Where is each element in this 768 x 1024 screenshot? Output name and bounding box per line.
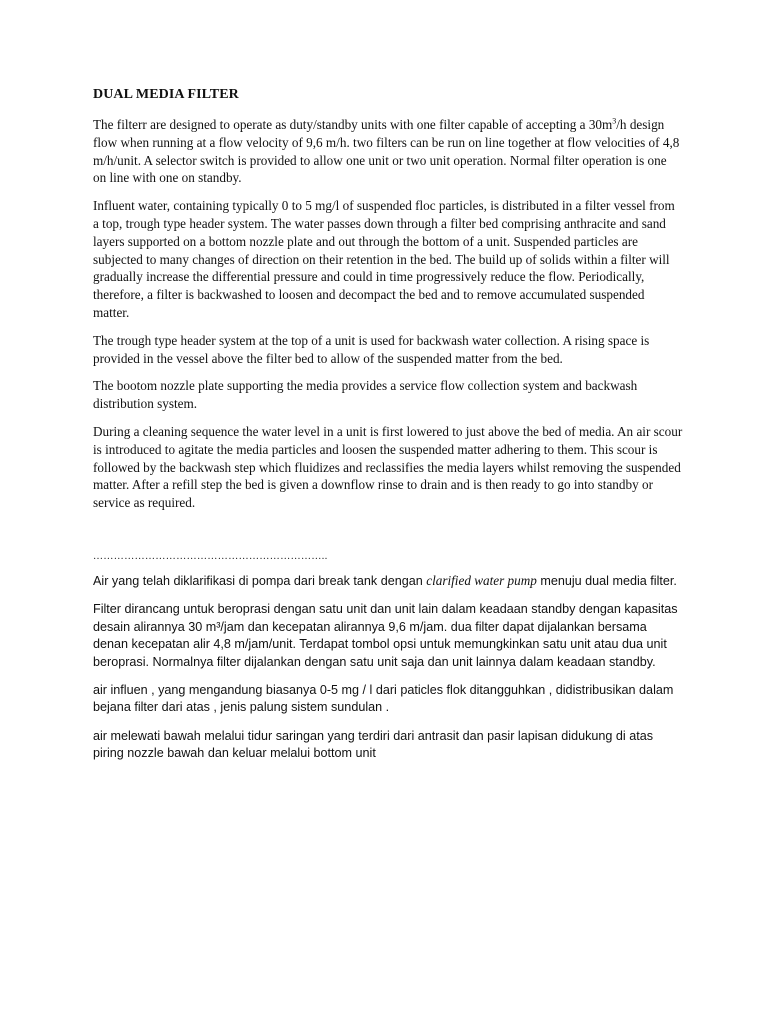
paragraph-text: /h design flow when running at a flow velocity of 9,6 m/h. two filters can be run on line together at flow velocities of 4,8 m/h/unit. A selector switch is provided to allow one unit or two unit operation. Normal filter operation is one on line with one on standby. — [93, 117, 680, 186]
paragraph-id-intro — [93, 572, 683, 590]
paragraph-text: The filterr are designed to operate as duty/standby units with one filter capable of accepting a 30m — [93, 117, 613, 132]
dotted-divider: ………………………………………………………….. — [93, 550, 328, 562]
superscript: 3 — [612, 116, 617, 126]
italic-term: clarified water pump — [426, 572, 537, 588]
paragraph-trough: The trough type header system at the top of a unit is used for backwash water collection. A rising space is provided in the vessel above the filter bed to allow of the suspended matter from the bed. — [93, 332, 650, 366]
paragraph-influent: Influent water, containing typically 0 to 5 mg/l of suspended floc particles, is distributed in a filter vessel from a top, trough type header system. The water passes down through a filter bed comprising anthracite and sand layers supported on a bottom nozzle plate and out through the bottom of a unit. Suspended particles are subjected to many changes of direction on their retention in the bed. The build up of solids within a filter will gradually increase the differential pressure and could in time progressively reduce the flow. Periodically, therefore, a filter is backwashed to loosen and decompact the bed and to remove accumulated suspended matter. — [93, 198, 675, 320]
paragraph-nozzle-plate: The bootom nozzle plate supporting the media provides a service flow collection system and backwash distribution system. — [93, 378, 638, 412]
paragraph-id-flow: air melewati bawah melalui tidur saringan yang terdiri dari antrasit dan pasir lapisan didukung di atas piring nozzle bawah dan keluar melalui bottom unit — [93, 728, 654, 761]
paragraph-text: Air yang telah diklarifikasi di pompa dari break tank dengan — [93, 573, 427, 588]
document-page — [93, 86, 683, 774]
paragraph-text: menuju dual media filter. — [536, 573, 677, 588]
document-title: DUAL MEDIA FILTER — [93, 87, 239, 102]
paragraph-id-design: Filter dirancang untuk beroprasi dengan satu unit dan unit lain dalam keadaan standby dengan kapasitas desain alirannya 30 m³/jam dan kecepatan alirannya 9,6 m/jam. dua filter dapat dijalankan bersama denan kecepatan alir 4,8 m/jam/unit. Terdapat tombol opsi untuk memungkinkan satu unit atau dua unit beroprasi. Normalnya filter dijalankan dengan satu unit saja dan unit lainnya dalam keadaan standby. — [93, 602, 678, 669]
paragraph-cleaning: During a cleaning sequence the water level in a unit is first lowered to just above the bed of media. An air scour is introduced to agitate the media particles and loosen the suspended matter adhering to them. This scour is followed by the backwash step which fluidizes and reclassifies the media layers whilst removing the suspended matter. After a refill step the bed is given a downflow rinse to drain and is then ready to go into standby or service as required. — [93, 423, 683, 511]
paragraph-id-influent: air influen , yang mengandung biasanya 0-5 mg / l dari paticles flok ditangguhkan , didistribusikan dalam bejana filter dari atas , jenis palung sistem sundulan . — [93, 682, 674, 715]
paragraph-design-flow — [93, 116, 683, 187]
